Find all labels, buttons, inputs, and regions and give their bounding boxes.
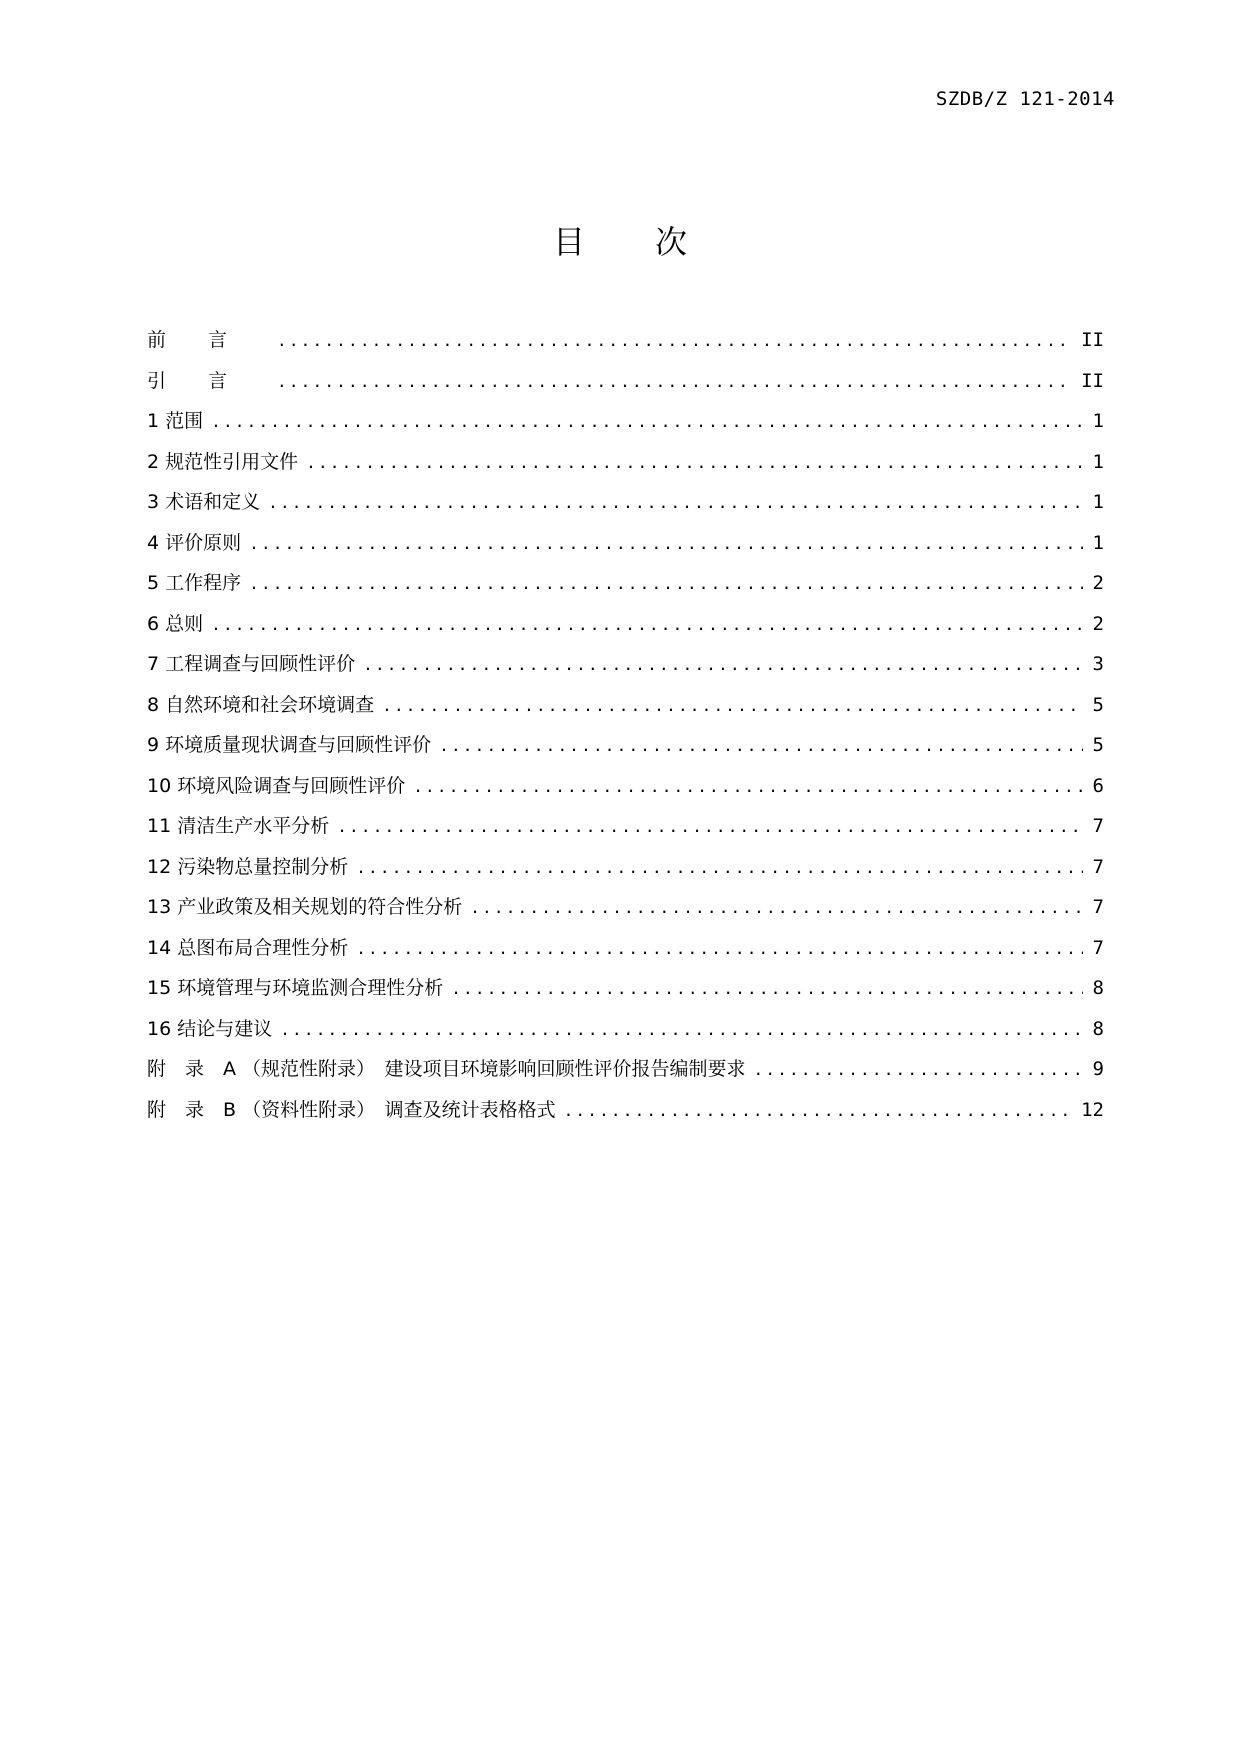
- toc-entry-appendix-a[interactable]: [147, 1049, 1104, 1090]
- toc-entry-page: 1: [1092, 531, 1104, 554]
- toc-entry-7[interactable]: [147, 644, 1104, 685]
- toc-entry-label: 1 范围: [147, 410, 204, 432]
- toc-entry-page: 5: [1092, 693, 1104, 716]
- dot-leader: [439, 726, 1082, 766]
- toc-entry-13[interactable]: [147, 887, 1104, 928]
- toc-entry-preface[interactable]: [147, 320, 1104, 361]
- toc-entry-page: 2: [1092, 572, 1104, 594]
- toc-entry-label: 引言: [147, 369, 270, 392]
- dot-leader: [306, 443, 1082, 483]
- toc-entry-label: 附 录 B （资料性附录） 调查及统计表格格式: [147, 1098, 556, 1121]
- toc-entry-page: 5: [1092, 734, 1104, 756]
- toc-entry-page: II: [1081, 329, 1104, 351]
- toc-entry-page: 1: [1092, 491, 1104, 513]
- toc-entry-page: II: [1081, 369, 1104, 392]
- toc-entry-page: 6: [1092, 774, 1104, 797]
- toc-entry-11[interactable]: [147, 806, 1104, 847]
- dot-leader: [413, 767, 1082, 807]
- toc-entry-2[interactable]: [147, 442, 1104, 483]
- dot-leader: [268, 483, 1082, 523]
- toc-entry-label: 9 环境质量现状调查与回顾性评价: [147, 734, 432, 756]
- toc-entry-label: 4 评价原则: [147, 531, 242, 554]
- dot-leader: [382, 686, 1082, 726]
- toc-entry-label: 11 清洁生产水平分析: [147, 815, 330, 837]
- toc-entry-introduction[interactable]: [147, 361, 1104, 402]
- toc-entry-label: 16 结论与建议: [147, 1017, 273, 1040]
- toc-entry-15[interactable]: [147, 968, 1104, 1009]
- toc-entry-4[interactable]: [147, 523, 1104, 564]
- toc-entry-label: 12 污染物总量控制分析: [147, 855, 349, 878]
- toc-entry-page: 8: [1092, 977, 1104, 999]
- toc-entry-label: 2 规范性引用文件: [147, 450, 299, 473]
- toc-entry-12[interactable]: [147, 847, 1104, 888]
- toc-entry-6[interactable]: [147, 604, 1104, 645]
- toc-entry-page: 7: [1092, 855, 1104, 878]
- toc-entry-14[interactable]: [147, 928, 1104, 969]
- toc-entry-16[interactable]: [147, 1009, 1104, 1050]
- toc-entry-appendix-b[interactable]: [147, 1090, 1104, 1131]
- toc-entry-8[interactable]: [147, 685, 1104, 726]
- toc-title-char: 目: [552, 223, 585, 261]
- toc-entry-5[interactable]: [147, 563, 1104, 604]
- dot-leader: [356, 848, 1082, 888]
- toc-entry-label: 6 总则: [147, 612, 204, 635]
- toc-entry-label: 8 自然环境和社会环境调查: [147, 693, 375, 716]
- document-code: SZDB/Z 121-2014: [935, 88, 1115, 110]
- toc-entry-label: 15 环境管理与环境监测合理性分析: [147, 977, 444, 999]
- toc-entry-page: 8: [1092, 1017, 1104, 1040]
- toc-title: [0, 222, 1240, 262]
- toc-entry-page: 12: [1081, 1098, 1104, 1121]
- toc-entry-page: 9: [1092, 1058, 1104, 1080]
- toc-entry-label: 5 工作程序: [147, 572, 242, 594]
- toc-entry-page: 7: [1092, 815, 1104, 837]
- dot-leader: [363, 645, 1082, 685]
- dot-leader: [451, 969, 1082, 1009]
- toc-list: [147, 320, 1104, 1130]
- toc-entry-label: 附 录 A （规范性附录） 建设项目环境影响回顾性评价报告编制要求: [147, 1058, 746, 1080]
- dot-leader: [470, 888, 1082, 928]
- toc-entry-page: 7: [1092, 936, 1104, 959]
- dot-leader: [754, 1050, 1083, 1090]
- toc-title-char: 次: [655, 223, 688, 261]
- toc-entry-page: 2: [1092, 612, 1104, 635]
- dot-leader: [356, 929, 1082, 969]
- dot-leader: [277, 362, 1071, 402]
- toc-entry-label: 7 工程调查与回顾性评价: [147, 653, 356, 675]
- dot-leader: [277, 321, 1071, 361]
- dot-leader: [337, 807, 1082, 847]
- dot-leader: [211, 402, 1082, 442]
- toc-entry-page: 1: [1092, 410, 1104, 432]
- toc-entry-page: 3: [1092, 653, 1104, 675]
- toc-entry-label: 13 产业政策及相关规划的符合性分析: [147, 896, 463, 918]
- dot-leader: [249, 524, 1082, 564]
- dot-leader: [249, 564, 1082, 604]
- toc-entry-page: 7: [1092, 896, 1104, 918]
- dot-leader: [211, 605, 1082, 645]
- toc-entry-page: 1: [1092, 450, 1104, 473]
- toc-entry-10[interactable]: [147, 766, 1104, 807]
- toc-entry-label: 3 术语和定义: [147, 491, 261, 513]
- dot-leader: [280, 1010, 1082, 1050]
- toc-entry-label: 10 环境风险调查与回顾性评价: [147, 774, 406, 797]
- toc-entry-label: 14 总图布局合理性分析: [147, 936, 349, 959]
- toc-entry-1[interactable]: [147, 401, 1104, 442]
- toc-entry-9[interactable]: [147, 725, 1104, 766]
- toc-entry-label: 前言: [147, 329, 270, 351]
- dot-leader: [564, 1091, 1072, 1131]
- toc-entry-3[interactable]: [147, 482, 1104, 523]
